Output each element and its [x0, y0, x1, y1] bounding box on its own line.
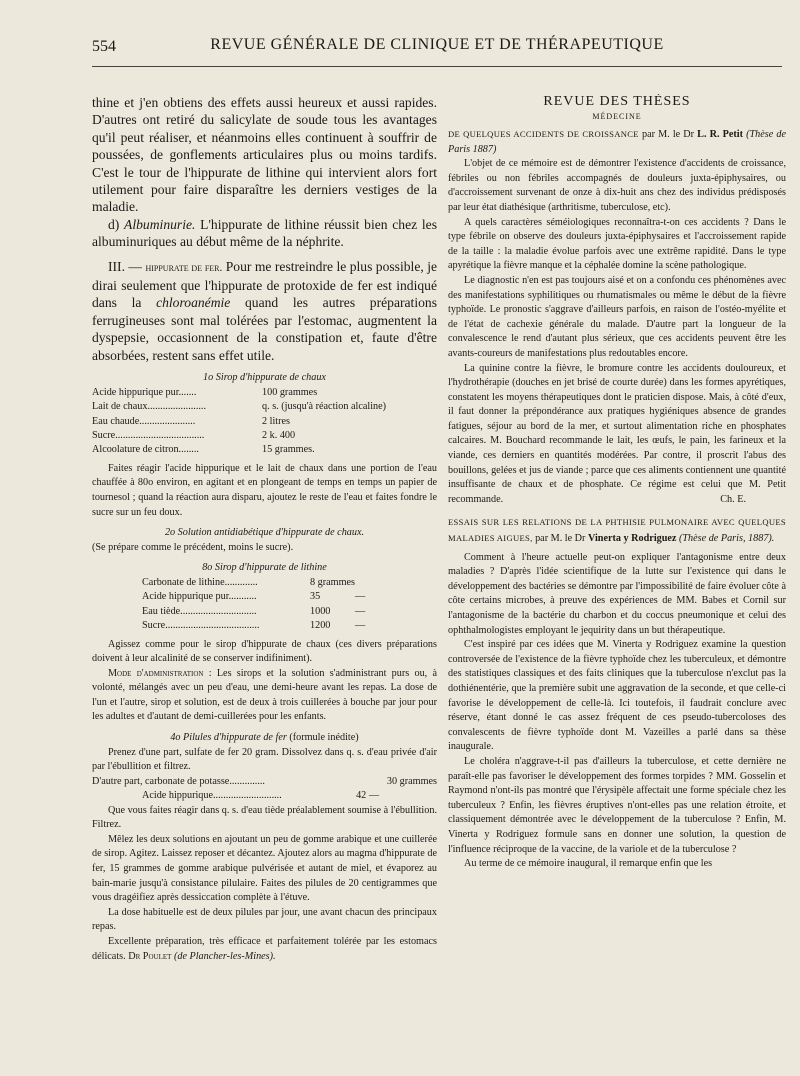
left-column [92, 94, 437, 1054]
quantity: 15 grammes. [262, 444, 315, 456]
recipe-4-conclusion [92, 935, 437, 964]
thesis-1-paragraph: L'objet de ce mémoire est de démontrer l'existence d'accidents de croissance, fébriles ou non fébriles accompagnés de douleurs juxta-épiphysaires, ou d'accroissement survenant de onze à dix-huit ans chez des individus prédisposés par leur état diathésique (arthritisme, tuberculose, etc). [448, 158, 786, 213]
recipe-row [92, 789, 437, 803]
thesis-2-paragraph: Au terme de ce mémoire inaugural, il remarque enfin que les [464, 858, 713, 870]
thesis-2-title: ESSAIS SUR LES RELATIONS DE LA PHTHISIE PULMONAIRE AVEC QUELQUES MALADIES AIGUES, [448, 517, 786, 544]
quantity: 1000 [310, 605, 331, 617]
recipe-row [142, 576, 365, 590]
quantity: 30 grammes [386, 775, 437, 787]
quantity: 35 [310, 591, 321, 603]
right-column [448, 94, 786, 1054]
recipe-row [92, 400, 437, 414]
ingredient: D'autre part, carbonate de potasse.............. [92, 775, 265, 787]
recipe-row [92, 429, 437, 443]
ingredient: Acide hippurique pur........... [142, 591, 257, 603]
hippurate-fer-text-a: Pour me restreindre le plus possible, je dirai seulement que l'hippurate de protoxide de fer est indiqué dans la [92, 258, 437, 311]
section-subtitle: MÉDECINE [592, 112, 642, 121]
page-number: 554 [92, 38, 116, 55]
thesis-2-author: Vinerta y Rodriguez [587, 533, 677, 545]
quantity: 1200 [310, 620, 331, 632]
recipe-4-step-1: Prenez d'une part, sulfate de fer 20 gram. Dissolvez dans q. s. d'eau privée d'air par l'ébullition et filtrez. [92, 746, 437, 773]
thesis-2-paragraph: Comment à l'heure actuelle peut-on expliquer l'antagonisme entre deux maladies ? D'après l'idée scientifique de la lutte sur l'existence qui dans le développement des bactéries se démontre par l'impossibilité de faire évoluer côte à côte certains microbes, à preuve des expériences de MM. Babes et Cornil sur l'antagonisme de la bactérie du charbon et du coccus pneumonique et celui des ophthalmologistes employant le jequirity dans un but thérapeutique. [448, 551, 786, 636]
albuminurie-text: L'hippurate de lithine réussit bien chez les albuminuriques au début même de la néphrite. [92, 216, 437, 250]
recipe-4-dose: La dose habituelle est de deux pilules par jour, une avant chacun des principaux repas. [92, 906, 437, 933]
recipe-row [92, 415, 437, 429]
paragraph-albuminurie [92, 216, 437, 251]
recipe-4-note: (formule inédite) [286, 732, 359, 744]
ingredient: Sucre................................... [92, 429, 205, 441]
mode-text: Les sirops et la solution s'administrant purs ou, à volonté, mélangés avec un peu d'eau, une demi-heure avant les repas. La dose de l'un et l'autre, sirop et solution, est de deux à trois cuillerées à bouche par jour pour les adultes et d'autant de demi-cuillerées pour les enfants. [92, 667, 437, 723]
thesis-1-ref: (Thèse de Paris 1887) [448, 129, 786, 155]
ingredient: Alcoolature de citron........ [92, 444, 199, 456]
journal-title: REVUE GÉNÉRALE DE CLINIQUE ET DE THÉRAPEUTIQUE [210, 36, 664, 53]
recipe-2-title: 2o Solution antidiabétique d'hippurate de chaux. [164, 527, 365, 539]
recipe-3-title: 8o Sirop d'hippurate de lithine [202, 562, 327, 574]
thesis-1-signature: Ch. E. [720, 493, 746, 505]
recipe-row [142, 619, 365, 633]
section-title-hippurate-fer: hippurate de fer. [145, 261, 223, 274]
recipe-4-table [92, 775, 437, 804]
thesis-2-heading [448, 515, 786, 546]
recipe-4-title: 4o Pilules d'hippurate de fer [170, 732, 287, 744]
recipe-row [142, 605, 365, 619]
recipe-2-note: (Se prépare comme le précédent, moins le sucre). [92, 541, 294, 553]
thesis-1-title: DE QUELQUES ACCIDENTS DE CROISSANCE [448, 129, 639, 139]
ingredient: Acide hippurique pur....... [92, 386, 197, 398]
thesis-2-by: par M. le Dr [532, 533, 588, 545]
thesis-1-paragraph: La quinine contre la fièvre, le bromure contre les accidents douloureux, et l'hydrothérapie (douches en jet brisé de courte durée) dans les formes apyrétiques, constatent les moyens thérapeutiques dont le praticien dispose. Mais, à côté d'eux, il faut donner la prépondérance aux pratiques hygiéniques absence de grandes fatigues, séjour au bord de la mer, et surtout alimentation riche en phosphates calcaires. M. Bouchard recommande le lait, les œufs, le pain, les farineux et la viande, ces derniers en quantités modérées. Par contre, il proscrit l'abus des bouillons, gelées et jus de viande ; parce que ces aliments contiennent une quantité insuffisante de chaux et de phosphate. Ce régime est celui que M. Petit recommande. [448, 362, 786, 505]
quantity: 100 grammes [262, 386, 318, 398]
thesis-2-ref: (Thèse de Paris, 1887). [676, 533, 775, 545]
mode-label: Mode d'administration : [108, 667, 212, 679]
recipe-row [92, 443, 437, 457]
ingredient: Acide hippurique........................... [142, 790, 282, 802]
albuminurie-label: d) [108, 216, 120, 232]
recipe-row [92, 386, 437, 400]
recipe-1-title: 1o Sirop d'hippurate de chaux [203, 372, 326, 384]
recipe-1-table [92, 386, 437, 458]
recipe-row [92, 775, 437, 789]
page-header [92, 36, 782, 60]
albuminurie-title: Albuminurie. [124, 216, 196, 232]
recipe-1-instructions: Faites réagir l'acide hippurique et le lait de chaux dans une portion de l'eau chauffée à 80o environ, en agitant et en plongeant de temps en temps un papier de tournesol ; quand la réaction aura disparu, ajoutez le reste de l'eau et faites fondre le sucre sur un feu doux. [92, 462, 437, 518]
thesis-1-heading [448, 127, 786, 157]
author-place: (de Plancher-les-Mines). [173, 950, 276, 962]
hippurate-fer-text-b: quand les autres préparations ferrugineuses sont mal tolérées par l'estomac, augmentent la dyspepsie, occasionnent de la constipation et, faute d'être absorbées, restent sans effet utile. [92, 295, 437, 363]
thesis-1-paragraph: A quels caractères séméiologiques reconnaîtra-t-on ces accidents ? Dans le type fébrile on observe des douleurs juxta-épiphysaires et l'accroissement rapide de la taille : la maladie évolue parfois avec une extrême rapidité. Dans le type apyrétique la fièvre manque et la céphalée domine la scène pathologique. [448, 216, 786, 272]
unit: — [354, 620, 366, 632]
thesis-1-paragraph: Le diagnostic n'en est pas toujours aisé et on a confondu ces phénomènes avec des manifestations syphilitiques ou rhumatismales ou même le début de la fièvre typhoïde. Le pronostic s'aggrave d'ailleurs parfois, en raison de l'ostéo-myélite et de l'état de cachexie générale du malade. D'autre part la longueur de la convalescence le rend d'autant plus sérieux, que ces accidents peuvent être les avants-coureurs de manifestations plus redoutables encore. [448, 274, 786, 359]
section-number: III. — [108, 258, 146, 274]
conclusion-text: Excellente préparation, très efficace et parfaitement tolérée par les estomacs délicats. [92, 936, 437, 962]
ingredient: Lait de chaux....................... [92, 401, 207, 413]
paragraph-rheumatism-end: thine et j'en obtiens des effets aussi heureux et aussi rapides. D'autres ont retiré du salicylate de soude tous les avantages qu'il peut réaliser, et néanmoins elles continuent à souffrir de poussées, de gonflements articulaires plus ou moins tardifs. C'est le tour de l'hippurate de lithine qui intervient alors fort utilement pour faire disparaître les derniers vestiges de la maladie. [92, 95, 437, 215]
unit: — [354, 605, 366, 617]
thesis-1-by: par M. le Dr [638, 129, 698, 140]
quantity: 2 k. 400 [262, 429, 296, 441]
recipe-3-instructions: Agissez comme pour le sirop d'hippurate de chaux (ces divers préparations doivent à leur alcalinité de se conserver indifiniment). [92, 638, 437, 665]
thesis-2-paragraph: C'est inspiré par ces idées que M. Vinerta y Rodriguez examine la question controversée de l'existence de la fièvre typhoïde chez les tuberculeux, et démontre des statistiques classiques et des faits cliniques que la tuberculose n'exclut pas la dothiénentérie, que la première subit une aggravation de la seconde, et que celle-ci favorise le développement de celle-là. Ici toutefois, il faudrait conclure avec réserve, étant donné le cas assez fréquent de ces pseudo-tubercoloses des convalescents de fièvre typhoïde dont M. Vazeilles a parlé dans sa thèse inaugurale. [448, 639, 786, 753]
unit: — [354, 591, 366, 603]
thesis-1-author: L. R. Petit [697, 129, 743, 140]
ingredient: Eau tiède.............................. [142, 605, 257, 617]
ingredient: Eau chaude...................... [92, 415, 196, 427]
header-rule [92, 66, 782, 67]
chloroanemie-term: chloroanémie [156, 295, 231, 311]
section-title: REVUE DES THÈSES [543, 94, 691, 109]
quantity: 42 — [356, 790, 379, 802]
unit [355, 576, 365, 590]
ingredient: Carbonate de lithine............. [142, 576, 258, 588]
mode-administration [92, 667, 437, 725]
recipe-row [142, 590, 365, 604]
quantity: 2 litres [262, 415, 291, 427]
thesis-2-paragraph: Le choléra n'aggrave-t-il pas d'ailleurs la tuberculose, et cette dernière ne paraît-elle pas favoriser le développement des formes torpides ? MM. Gosselin et Raymond n'ont-ils pas montré que l'érysipèle affectait une forme spéciale chez les tuberculeux ? Enfin, les fièvres éruptives n'ont-elles pas une relation étroite, et classiquement démontrée avec le développement de la tuberculose ? Enfin, M. Vinerta y Rodriguez formule sans en donner une solution, la question de l'influence réciproque de la vaccine, de la variole et de la tuberculose ? [448, 755, 786, 855]
recipe-4-step-3: Mêlez les deux solutions en ajoutant un peu de gomme arabique et une cuillerée de sirop. Agitez. Laissez reposer et décantez. Ajoutez alors au magma d'hippurate de fer, 15 grammes de gomme arabique pulvérisée et autant de miel, et évaporez au bain-marie jusqu'à consistance pilulaire. Faites des pilules de 20 centigrammes que vous dragéifiez après dessiccation complète à l'étuve. [92, 833, 437, 904]
quantity: 8 grammes [310, 576, 355, 588]
author-signature: Dr Poulet [128, 950, 172, 962]
recipe-4-title-line [92, 731, 437, 746]
paragraph-hippurate-de-fer [92, 258, 437, 364]
recipe-4-step-2: Que vous faites réagir dans q. s. d'eau tiède préalablement soumise à l'ébullition. Filtrez. [92, 804, 437, 831]
ingredient: Sucre..................................... [142, 620, 260, 632]
quantity: q. s. (jusqu'à réaction alcaline) [262, 401, 387, 413]
recipe-3-table [142, 576, 365, 634]
